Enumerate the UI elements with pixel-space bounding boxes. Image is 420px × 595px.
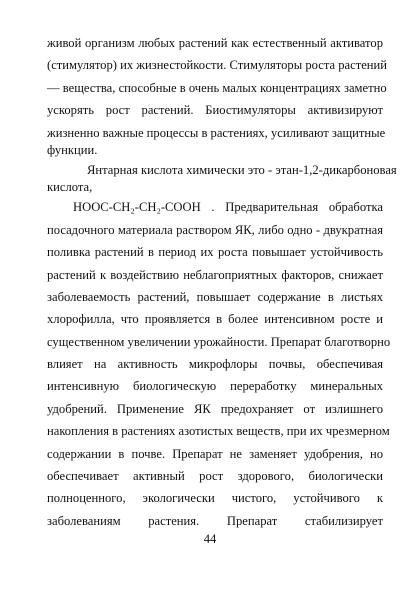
text-line: заболеваемость растений, повышает содержание в листьях: [47, 289, 383, 304]
text-line: поливка растений в период их роста повышает устойчивость: [47, 245, 383, 260]
page-number: 44: [203, 532, 217, 546]
text-line: жизненно важные процессы в растениях, усиливают защитные: [47, 125, 386, 140]
text-line: ускорять рост растений. Биостимуляторы активизируют: [47, 103, 383, 118]
text-line: удобрений. Применение ЯК предохраняет от излишнего: [47, 401, 383, 416]
text-line: влияет на активность микрофлоры почвы, обеспечивая: [47, 357, 383, 372]
text-line: функции.: [47, 142, 98, 157]
text-line: обеспечивает активный рост здорового, биологически: [47, 469, 383, 484]
text-line: посадочного материала раствором ЯК, либо одно - двукратная: [47, 222, 383, 237]
text-line: заболеваниям растения. Препарат стабилизирует: [47, 513, 383, 528]
formula-line: HOOC-CH₂-CH₂-COOH . Предварительная обработка: [73, 200, 383, 215]
text-line: полноценного, экологически чистого, устойчивого к: [47, 491, 383, 506]
text-line: растений к воздействию неблагоприятных факторов, снижает: [47, 267, 383, 282]
text-line: (стимулятор) их жизнестойкости. Стимуляторы роста растений: [47, 58, 388, 73]
text-line: кислота,: [47, 180, 93, 195]
text-line: хлорофилла, что проявляется в более интенсивном росте и: [47, 312, 383, 327]
text-line: живой организм любых растений как естественный активатор: [47, 36, 383, 50]
text-line: интенсивную биологическую переработку минеральных: [47, 379, 383, 394]
text-line: — вещества, способные в очень малых концентрациях заметно: [47, 80, 387, 95]
text-line: накопления в растениях азотистых веществ, при их чрезмерном: [47, 424, 390, 439]
text-line: существенном увеличении урожайности. Препарат благотворно: [47, 334, 391, 349]
text-line: содержании в почве. Препарат не заменяет удобрения, но: [47, 446, 383, 461]
text-line: Янтарная кислота химически это - этан-1,2-дикарбоновая: [87, 162, 397, 177]
body-text: [47, 32, 397, 532]
